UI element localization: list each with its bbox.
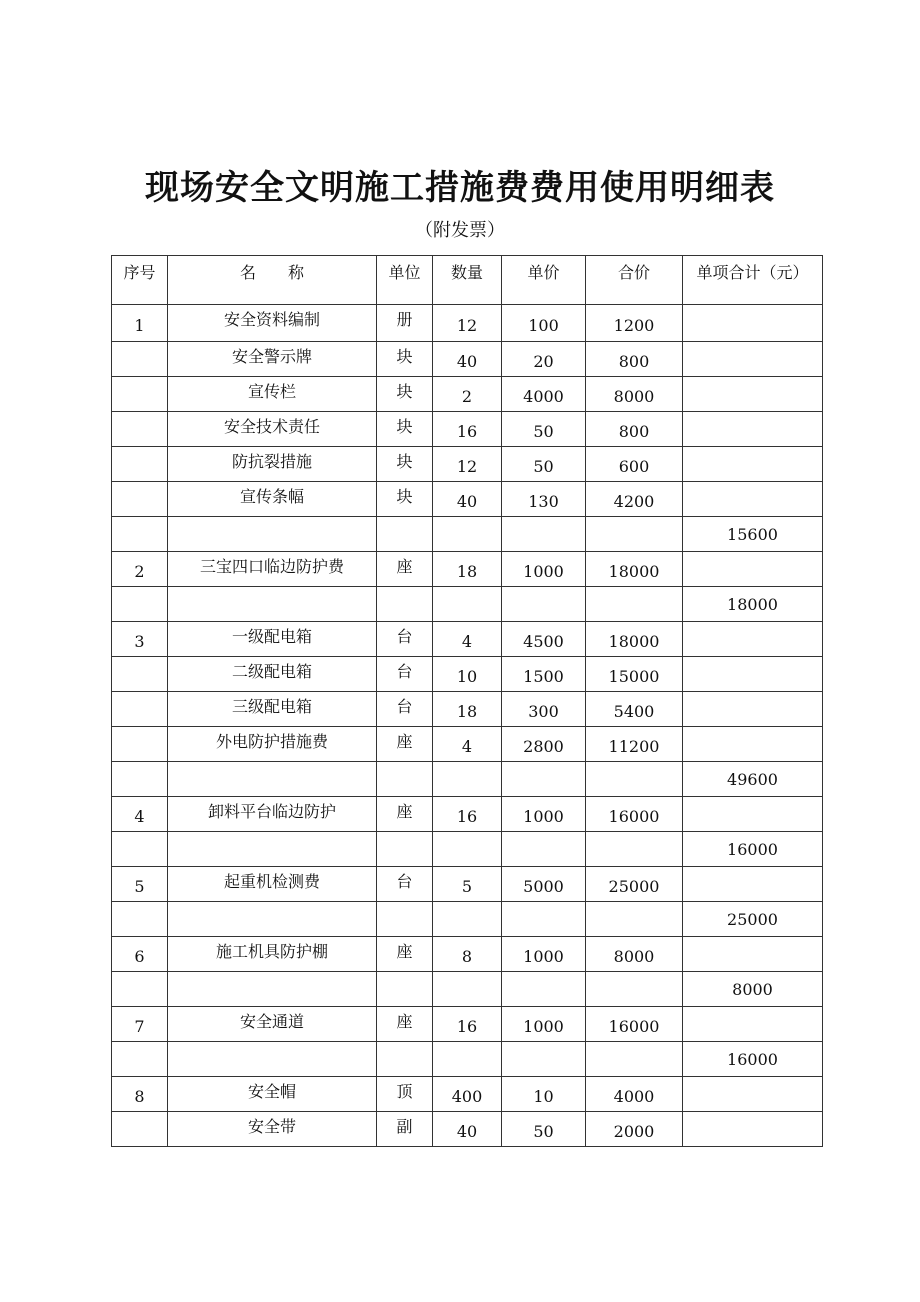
cell-name: 安全带 xyxy=(168,1112,377,1147)
table-row xyxy=(112,972,823,1007)
cell-unit: 块 xyxy=(377,412,433,447)
cell-qty xyxy=(433,832,502,867)
cell-name: 安全帽 xyxy=(168,1077,377,1112)
cell-price: 100 xyxy=(502,305,586,342)
cell-unit xyxy=(377,762,433,797)
header-unit: 单位 xyxy=(377,256,433,305)
cell-unit xyxy=(377,517,433,552)
cell-seq xyxy=(112,447,168,482)
cell-total: 1200 xyxy=(586,305,683,342)
cell-subtotal: 16000 xyxy=(683,832,823,867)
cell-unit: 块 xyxy=(377,482,433,517)
cell-total xyxy=(586,1042,683,1077)
cell-price: 1000 xyxy=(502,937,586,972)
cell-unit: 台 xyxy=(377,622,433,657)
cell-unit: 座 xyxy=(377,727,433,762)
cell-qty: 40 xyxy=(433,482,502,517)
table-row xyxy=(112,867,823,902)
cell-subtotal xyxy=(683,447,823,482)
cell-seq xyxy=(112,517,168,552)
cell-total: 25000 xyxy=(586,867,683,902)
cell-qty: 5 xyxy=(433,867,502,902)
cell-qty: 18 xyxy=(433,552,502,587)
cell-price: 300 xyxy=(502,692,586,727)
header-subtotal: 单项合计（元） xyxy=(683,256,823,305)
cell-seq xyxy=(112,902,168,937)
cell-subtotal xyxy=(683,482,823,517)
cell-qty: 16 xyxy=(433,797,502,832)
cell-unit: 座 xyxy=(377,1007,433,1042)
cell-qty: 40 xyxy=(433,342,502,377)
table-row xyxy=(112,1077,823,1112)
cell-subtotal: 49600 xyxy=(683,762,823,797)
table-row xyxy=(112,305,823,342)
cell-total: 18000 xyxy=(586,552,683,587)
cell-unit: 册 xyxy=(377,305,433,342)
table-row xyxy=(112,587,823,622)
cell-name xyxy=(168,972,377,1007)
cell-unit: 台 xyxy=(377,867,433,902)
cell-name: 宣传栏 xyxy=(168,377,377,412)
cell-seq xyxy=(112,762,168,797)
cell-name: 卸料平台临边防护 xyxy=(168,797,377,832)
cell-subtotal xyxy=(683,657,823,692)
document-subtitle: （附发票） xyxy=(415,220,505,241)
cell-price xyxy=(502,587,586,622)
cell-unit: 块 xyxy=(377,447,433,482)
cell-qty xyxy=(433,902,502,937)
cell-unit xyxy=(377,832,433,867)
cell-qty: 8 xyxy=(433,937,502,972)
cell-subtotal xyxy=(683,377,823,412)
table-row xyxy=(112,482,823,517)
cell-qty: 12 xyxy=(433,447,502,482)
header-name: 名 称 xyxy=(168,256,377,305)
cell-total: 16000 xyxy=(586,1007,683,1042)
cell-price: 130 xyxy=(502,482,586,517)
header-seq: 序号 xyxy=(112,256,168,305)
cell-seq xyxy=(112,832,168,867)
cell-unit: 顶 xyxy=(377,1077,433,1112)
cell-total: 800 xyxy=(586,342,683,377)
cell-qty xyxy=(433,1042,502,1077)
cell-qty: 400 xyxy=(433,1077,502,1112)
cell-name xyxy=(168,517,377,552)
cell-total: 8000 xyxy=(586,937,683,972)
table-row xyxy=(112,937,823,972)
cell-name xyxy=(168,832,377,867)
cell-total: 15000 xyxy=(586,657,683,692)
cell-seq: 2 xyxy=(112,552,168,587)
cell-price xyxy=(502,972,586,1007)
cell-total xyxy=(586,832,683,867)
cell-total xyxy=(586,972,683,1007)
cell-unit: 座 xyxy=(377,552,433,587)
cell-name: 安全通道 xyxy=(168,1007,377,1042)
cell-qty: 16 xyxy=(433,1007,502,1042)
cell-price: 1000 xyxy=(502,1007,586,1042)
cell-unit xyxy=(377,972,433,1007)
table-row xyxy=(112,412,823,447)
cell-price: 10 xyxy=(502,1077,586,1112)
expense-table xyxy=(111,255,823,1147)
table-row xyxy=(112,727,823,762)
cell-qty: 16 xyxy=(433,412,502,447)
cell-price xyxy=(502,762,586,797)
cell-unit: 台 xyxy=(377,657,433,692)
cell-total: 16000 xyxy=(586,797,683,832)
table-body xyxy=(112,305,823,1147)
cell-subtotal xyxy=(683,622,823,657)
cell-qty xyxy=(433,972,502,1007)
table-row xyxy=(112,447,823,482)
cell-qty: 12 xyxy=(433,305,502,342)
cell-price: 50 xyxy=(502,1112,586,1147)
cell-unit: 副 xyxy=(377,1112,433,1147)
cell-unit xyxy=(377,902,433,937)
cell-subtotal xyxy=(683,727,823,762)
cell-name xyxy=(168,762,377,797)
table-header-row xyxy=(112,256,823,305)
cell-total xyxy=(586,517,683,552)
cell-name xyxy=(168,587,377,622)
header-qty: 数量 xyxy=(433,256,502,305)
table-row xyxy=(112,517,823,552)
cell-seq: 7 xyxy=(112,1007,168,1042)
table-row xyxy=(112,552,823,587)
cell-qty xyxy=(433,517,502,552)
cell-price: 4000 xyxy=(502,377,586,412)
cell-seq xyxy=(112,587,168,622)
cell-name xyxy=(168,1042,377,1077)
cell-total: 2000 xyxy=(586,1112,683,1147)
cell-seq xyxy=(112,1042,168,1077)
cell-subtotal: 16000 xyxy=(683,1042,823,1077)
cell-unit xyxy=(377,587,433,622)
cell-name: 一级配电箱 xyxy=(168,622,377,657)
cell-unit xyxy=(377,1042,433,1077)
cell-total xyxy=(586,902,683,937)
cell-subtotal xyxy=(683,692,823,727)
cell-name: 施工机具防护棚 xyxy=(168,937,377,972)
cell-total xyxy=(586,587,683,622)
cell-name: 安全技术责任 xyxy=(168,412,377,447)
table-row xyxy=(112,657,823,692)
cell-price: 1000 xyxy=(502,797,586,832)
cell-name: 三级配电箱 xyxy=(168,692,377,727)
table-row xyxy=(112,377,823,412)
cell-price: 5000 xyxy=(502,867,586,902)
cell-total: 4000 xyxy=(586,1077,683,1112)
cell-subtotal xyxy=(683,1007,823,1042)
cell-subtotal xyxy=(683,937,823,972)
cell-seq: 1 xyxy=(112,305,168,342)
cell-seq xyxy=(112,342,168,377)
cell-unit: 台 xyxy=(377,692,433,727)
cell-total: 4200 xyxy=(586,482,683,517)
cell-seq xyxy=(112,692,168,727)
cell-subtotal xyxy=(683,305,823,342)
cell-total: 18000 xyxy=(586,622,683,657)
cell-qty: 40 xyxy=(433,1112,502,1147)
table-row xyxy=(112,762,823,797)
cell-price xyxy=(502,832,586,867)
cell-price: 50 xyxy=(502,412,586,447)
cell-price: 50 xyxy=(502,447,586,482)
cell-qty: 4 xyxy=(433,622,502,657)
cell-price xyxy=(502,517,586,552)
cell-seq: 5 xyxy=(112,867,168,902)
cell-name: 三宝四口临边防护费 xyxy=(168,552,377,587)
cell-subtotal xyxy=(683,552,823,587)
cell-price: 1000 xyxy=(502,552,586,587)
cell-name: 二级配电箱 xyxy=(168,657,377,692)
cell-subtotal: 18000 xyxy=(683,587,823,622)
cell-subtotal: 25000 xyxy=(683,902,823,937)
cell-price xyxy=(502,1042,586,1077)
table-row xyxy=(112,832,823,867)
cell-subtotal xyxy=(683,1077,823,1112)
cell-qty xyxy=(433,762,502,797)
cell-unit: 座 xyxy=(377,937,433,972)
cell-seq xyxy=(112,377,168,412)
cell-unit: 块 xyxy=(377,342,433,377)
cell-seq xyxy=(112,1112,168,1147)
cell-name xyxy=(168,902,377,937)
table-row xyxy=(112,1112,823,1147)
cell-unit: 座 xyxy=(377,797,433,832)
cell-qty: 18 xyxy=(433,692,502,727)
cell-price: 2800 xyxy=(502,727,586,762)
cell-price: 1500 xyxy=(502,657,586,692)
cell-price xyxy=(502,902,586,937)
cell-total: 5400 xyxy=(586,692,683,727)
document-title: 现场安全文明施工措施费费用使用明细表 xyxy=(145,168,775,208)
cell-seq xyxy=(112,972,168,1007)
cell-total: 11200 xyxy=(586,727,683,762)
table-row xyxy=(112,342,823,377)
cell-price: 4500 xyxy=(502,622,586,657)
cell-qty xyxy=(433,587,502,622)
cell-qty: 10 xyxy=(433,657,502,692)
cell-unit: 块 xyxy=(377,377,433,412)
cell-seq xyxy=(112,657,168,692)
cell-seq xyxy=(112,482,168,517)
table-row xyxy=(112,797,823,832)
cell-name: 防抗裂措施 xyxy=(168,447,377,482)
cell-seq: 3 xyxy=(112,622,168,657)
cell-subtotal: 15600 xyxy=(683,517,823,552)
cell-qty: 2 xyxy=(433,377,502,412)
cell-qty: 4 xyxy=(433,727,502,762)
cell-name: 起重机检测费 xyxy=(168,867,377,902)
table-row xyxy=(112,622,823,657)
cell-seq: 6 xyxy=(112,937,168,972)
table-row xyxy=(112,902,823,937)
cell-total xyxy=(586,762,683,797)
cell-subtotal xyxy=(683,1112,823,1147)
header-total: 合价 xyxy=(586,256,683,305)
table-row xyxy=(112,1007,823,1042)
cell-subtotal xyxy=(683,342,823,377)
cell-subtotal xyxy=(683,797,823,832)
cell-name: 宣传条幅 xyxy=(168,482,377,517)
cell-total: 8000 xyxy=(586,377,683,412)
table-row xyxy=(112,1042,823,1077)
table-row xyxy=(112,692,823,727)
cell-price: 20 xyxy=(502,342,586,377)
cell-seq: 4 xyxy=(112,797,168,832)
cell-total: 600 xyxy=(586,447,683,482)
cell-subtotal xyxy=(683,412,823,447)
cell-name: 安全警示牌 xyxy=(168,342,377,377)
cell-total: 800 xyxy=(586,412,683,447)
cell-seq xyxy=(112,412,168,447)
cell-subtotal: 8000 xyxy=(683,972,823,1007)
cell-name: 外电防护措施费 xyxy=(168,727,377,762)
cell-seq xyxy=(112,727,168,762)
cell-seq: 8 xyxy=(112,1077,168,1112)
header-price: 单价 xyxy=(502,256,586,305)
cell-name: 安全资料编制 xyxy=(168,305,377,342)
cell-subtotal xyxy=(683,867,823,902)
